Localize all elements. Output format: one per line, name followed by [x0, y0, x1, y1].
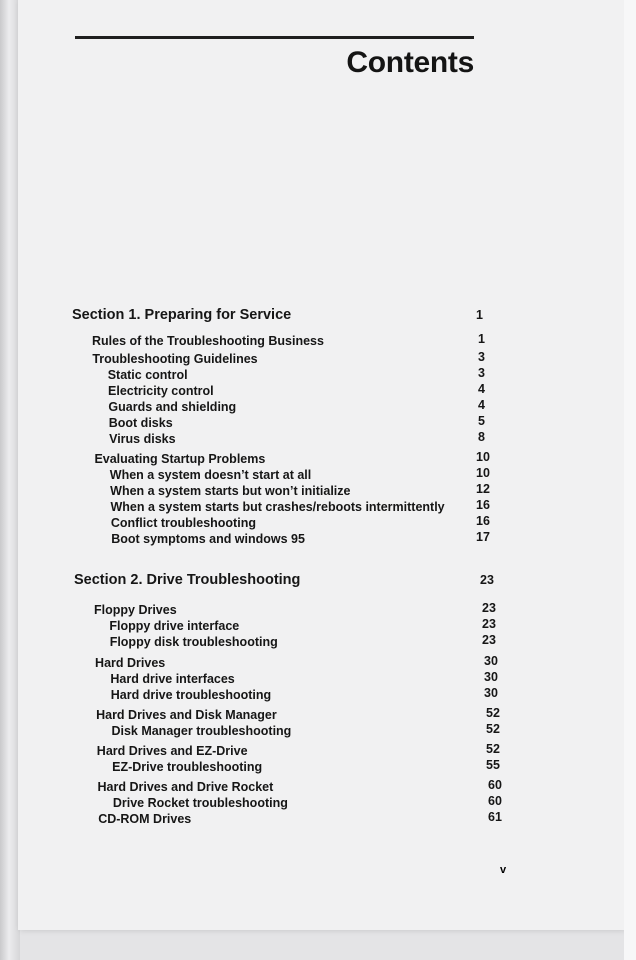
toc-page-number: 52	[486, 742, 500, 756]
section-page-number: 1	[476, 308, 483, 322]
toc-page-number: 23	[482, 617, 496, 631]
toc-page-number: 30	[484, 670, 498, 684]
toc-page-number: 12	[476, 482, 490, 496]
toc-page-number: 60	[488, 778, 502, 792]
toc-subentry: Guards and shielding	[108, 400, 237, 414]
toc-page-number: 1	[478, 332, 485, 346]
toc-subentry: Disk Manager troubleshooting	[111, 724, 292, 738]
toc-page-number: 23	[482, 601, 496, 615]
toc-page-number: 4	[478, 382, 485, 396]
toc-entry: Rules of the Troubleshooting Business	[92, 334, 324, 348]
toc-entry: Evaluating Startup Problems	[94, 452, 266, 466]
toc-page-number: 60	[488, 794, 502, 808]
toc-entry: Hard Drives	[95, 656, 166, 670]
page-title: Contents	[346, 46, 474, 79]
toc-page-number: 16	[476, 498, 490, 512]
toc-subentry: When a system doesn’t start at all	[109, 468, 312, 482]
toc-entry: Troubleshooting Guidelines	[92, 352, 258, 366]
toc-page-number: 52	[486, 706, 500, 720]
toc-entry: CD-ROM Drives	[98, 812, 192, 826]
toc-page-number: 3	[478, 366, 485, 380]
toc-page-number: 30	[484, 686, 498, 700]
toc-page-number: 16	[476, 514, 490, 528]
toc-subentry: Virus disks	[109, 432, 176, 446]
toc-subentry: Boot disks	[108, 416, 173, 430]
toc-subentry: Hard drive interfaces	[110, 672, 235, 686]
toc-page-number: 61	[488, 810, 502, 824]
toc-subentry: Hard drive troubleshooting	[110, 688, 272, 702]
toc-page-number: 8	[478, 430, 485, 444]
section-page-number: 23	[480, 573, 494, 587]
toc-page-number: 10	[476, 450, 490, 464]
toc-subentry: Electricity control	[108, 384, 214, 398]
toc-subentry: Conflict troubleshooting	[110, 516, 256, 530]
toc-page-number: 23	[482, 633, 496, 647]
toc-subentry: Drive Rocket troubleshooting	[112, 796, 288, 810]
toc-entry: Hard Drives and Disk Manager	[96, 708, 277, 722]
section-title: Section 2. Drive Troubleshooting	[74, 572, 301, 588]
toc-subentry: Boot symptoms and windows 95	[111, 532, 305, 546]
toc-entry: Floppy Drives	[94, 603, 177, 617]
toc-subentry: Floppy drive interface	[109, 619, 240, 633]
toc-subentry: Static control	[107, 368, 188, 382]
toc-page-number: 3	[478, 350, 485, 364]
toc-entry: Hard Drives and EZ-Drive	[96, 744, 248, 758]
toc-subentry: Floppy disk troubleshooting	[109, 635, 278, 649]
toc-entry: Hard Drives and Drive Rocket	[97, 780, 274, 794]
toc-page-number: 10	[476, 466, 490, 480]
page-number: v	[500, 864, 507, 876]
toc-subentry: When a system starts but crashes/reboots intermittently	[110, 500, 445, 514]
section-title: Section 1. Preparing for Service	[72, 307, 292, 323]
toc-page-number: 55	[486, 758, 500, 772]
toc-page-number: 52	[486, 722, 500, 736]
toc-page-number: 30	[484, 654, 498, 668]
toc-page-number: 17	[476, 530, 490, 544]
toc-page-number: 5	[478, 414, 485, 428]
toc-page-number: 4	[478, 398, 485, 412]
toc-subentry: EZ-Drive troubleshooting	[112, 760, 263, 774]
toc-subentry: When a system starts but won’t initialize	[110, 484, 351, 498]
